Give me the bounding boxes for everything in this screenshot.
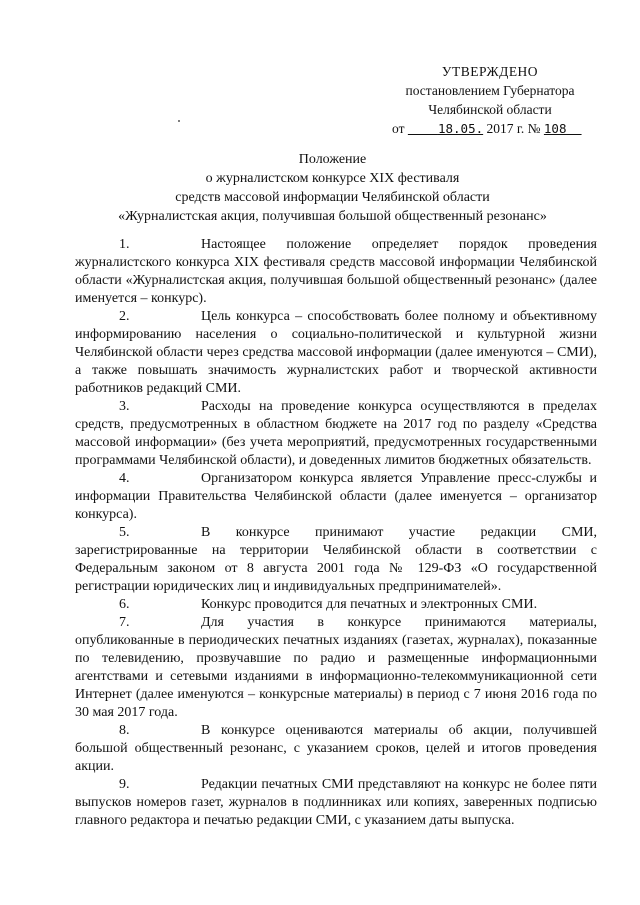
paragraph-text: Организатором конкурса является Управление пресс-службы и информации Правительства Челябинской области (далее именуется – организатор конкурса). bbox=[75, 471, 597, 522]
paragraph-number: 3. bbox=[119, 399, 130, 414]
paragraph-3 bbox=[75, 398, 597, 470]
paragraph-4 bbox=[75, 470, 597, 524]
year-suffix: 2017 г. № bbox=[486, 121, 541, 136]
date-value: 18.05. bbox=[437, 121, 484, 136]
decree-number: 108 bbox=[543, 121, 567, 136]
approval-block bbox=[380, 62, 600, 138]
paragraph-text: Настоящее положение определяет порядок проведения журналистского конкурса XIX фестиваля средств массовой информации Челябинской области «Журналистская акция, получившая большой общественный резонанс» (далее именуется – конкурс). bbox=[75, 237, 597, 306]
paragraph-1 bbox=[75, 236, 597, 308]
paragraph-number: 1. bbox=[119, 237, 130, 252]
paragraph-number: 9. bbox=[119, 777, 130, 792]
title-line-1: Положение bbox=[298, 152, 367, 167]
paragraph-number: 2. bbox=[119, 309, 130, 324]
approval-heading: УТВЕРЖДЕНО bbox=[441, 64, 539, 79]
paragraph-text: В конкурсе оцениваются материалы об акции, получившей большой общественный резонанс, с указанием сроков, целей и итогов проведения акции. bbox=[75, 723, 597, 774]
paragraph-text: В конкурсе принимают участие редакции СМИ, зарегистрированные на территории Челябинской области в соответствии с Федеральным законом от 8 августа 2001 года № 129-ФЗ «О государственной регистрации юридических лиц и индивидуальных предпринимателей». bbox=[75, 525, 597, 594]
paragraph-2 bbox=[75, 308, 597, 398]
paragraph-text: Редакции печатных СМИ представляют на конкурс не более пяти выпусков номеров газет, журналов в подлинниках или копиях, заверенных подписью главного редактора и печатью редакции СМИ, с указанием даты выпуска. bbox=[75, 777, 597, 828]
paragraph-text: Конкурс проводится для печатных и электронных СМИ. bbox=[201, 597, 538, 612]
paragraph-number: 5. bbox=[119, 525, 130, 540]
paragraph-number: 8. bbox=[119, 723, 130, 738]
title-line-2: о журналистском конкурсе XIX фестиваля bbox=[205, 171, 460, 186]
document-title bbox=[60, 150, 605, 226]
paragraph-text: Цель конкурса – способствовать более полному и объективному информированию населения о социально-политической и культурной жизни Челябинской области через средства массовой информации (далее именуются – СМИ), а также повышать значимость журналистских работ и творческой активности работников редакций СМИ. bbox=[75, 309, 597, 396]
approval-line-1: постановлением Губернатора bbox=[405, 83, 575, 98]
paragraph-9 bbox=[75, 776, 597, 830]
scan-speck bbox=[178, 120, 180, 122]
paragraph-number: 4. bbox=[119, 471, 130, 486]
approval-date-line bbox=[380, 119, 600, 138]
paragraph-8 bbox=[75, 722, 597, 776]
paragraph-text: Для участия в конкурсе принимаются материалы, опубликованные в периодических печатных изданиях (газетах, журналах), показанные по телевидению, прозвучавшие по радио и размещенные информационными агентствами и сетевыми изданиями в информационно-телекоммуникационной сети Интернет (далее именуются – конкурсные материалы) в период с 7 июня 2016 года по 30 мая 2017 года. bbox=[75, 615, 597, 720]
paragraph-number: 6. bbox=[119, 597, 130, 612]
title-line-4: «Журналистская акция, получившая большой общественный резонанс» bbox=[118, 209, 547, 224]
paragraph-7 bbox=[75, 614, 597, 722]
document-body bbox=[75, 236, 597, 830]
paragraph-number: 7. bbox=[119, 615, 130, 630]
approval-line-2: Челябинской области bbox=[428, 102, 552, 117]
title-line-3: средств массовой информации Челябинской области bbox=[175, 190, 490, 205]
date-prefix: от bbox=[392, 121, 405, 136]
paragraph-6 bbox=[75, 596, 597, 614]
paragraph-text: Расходы на проведение конкурса осуществляются в пределах средств, предусмотренных в областном бюджете на 2017 год по разделу «Средства массовой информации» (без учета мероприятий, предусмотренных государственными программами Челябинской области), и доведенных лимитов бюджетных обязательств. bbox=[75, 399, 597, 468]
paragraph-5 bbox=[75, 524, 597, 596]
